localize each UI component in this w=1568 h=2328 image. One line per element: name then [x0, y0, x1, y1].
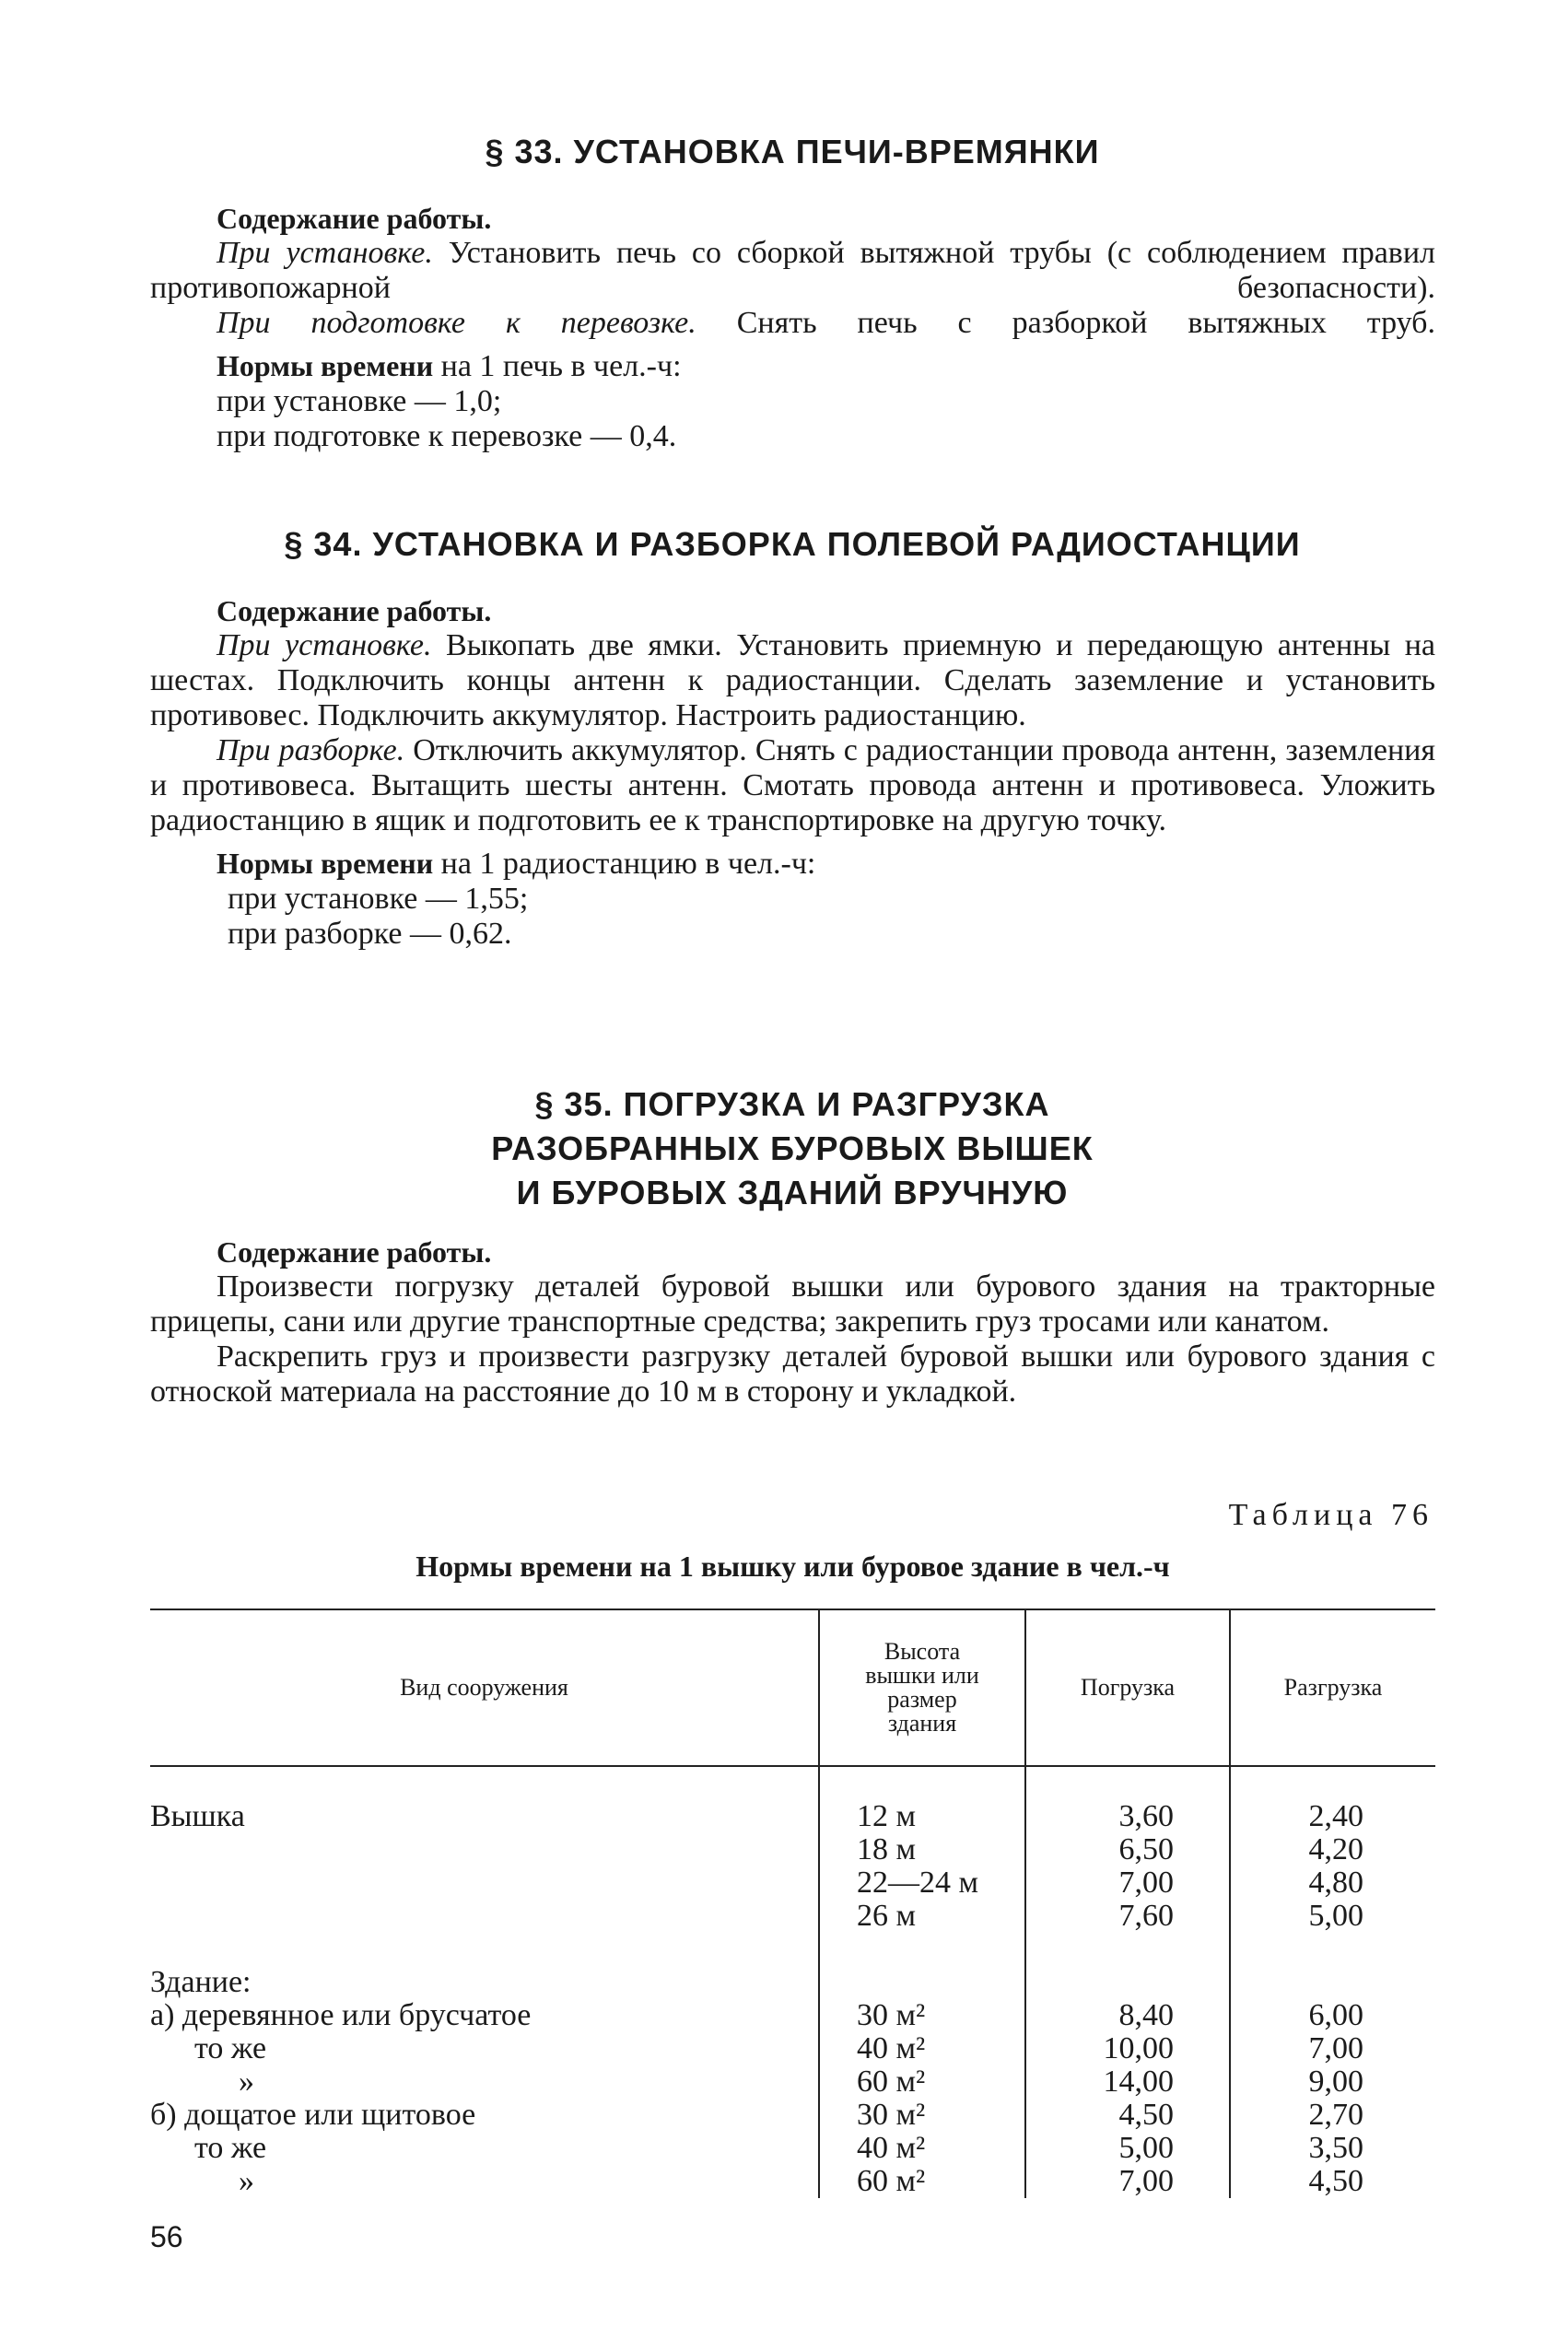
row-name: б) дощатое или щитовое — [150, 2099, 819, 2132]
table-row — [150, 2065, 1435, 2099]
row-unload: 5,00 — [1308, 1899, 1363, 1933]
row-name: Вышка — [150, 1800, 819, 1833]
section-34-body — [150, 593, 1435, 952]
row-name — [150, 1833, 819, 1866]
section-35-title-line-2: РАЗОБРАННЫХ БУРОВЫХ ВЫШЕК — [491, 1129, 1094, 1167]
row-name: » — [150, 2065, 819, 2099]
section-35-content-label: Содержание работы. — [216, 1235, 492, 1269]
row-unload: 4,20 — [1308, 1832, 1363, 1866]
table-row — [150, 1833, 1435, 1866]
row-name: а) деревянное или брусчатое — [150, 1999, 819, 2032]
section-35-paragraph-1: Произвести погрузку деталей буровой вышки или бурового здания на тракторные прицепы, сани или другие транспортные средства; закрепить груз тросами или канатом. — [150, 1269, 1435, 1339]
row-load: 4,50 — [1025, 2099, 1230, 2132]
norms-table — [150, 1609, 1435, 2198]
row-size: 18 м — [819, 1833, 1025, 1866]
section-33-p1-lead: При установке. — [216, 236, 433, 270]
section-35-title-line-1: § 35. ПОГРУЗКА И РАЗГРУЗКА — [534, 1085, 1050, 1123]
row-size: 60 м² — [819, 2065, 1025, 2099]
row-unload: 4,50 — [1308, 2164, 1363, 2198]
table-title: Нормы времени на 1 вышку или буровое здание в чел.-ч — [415, 1550, 1170, 1583]
section-33-paragraph-2 — [150, 306, 1435, 341]
row-unload: 2,40 — [1308, 1799, 1363, 1833]
header-structure-type: Вид сооружения — [150, 1609, 819, 1766]
table-row — [150, 1800, 1435, 1833]
row-load: 5,00 — [1025, 2132, 1230, 2165]
row-load: 3,60 — [1025, 1800, 1230, 1833]
section-34-norms-label: Нормы времени — [216, 847, 434, 880]
row-unload: 9,00 — [1308, 2065, 1363, 2099]
row-name: то же — [150, 2032, 819, 2065]
section-33-p2-lead: При подготовке к перевозке. — [216, 306, 696, 340]
section-33-norms-heading — [216, 348, 1435, 384]
table-header-row — [150, 1609, 1435, 1766]
section-34-p1-text: Выкопать две ямки. Установить приемную и передающую антенны на шестах. Подключить концы антенн к радиостанции. Сделать заземление и установить противовес. Подключить аккумулятор. Настроить радиостанцию. — [150, 628, 1436, 732]
table-row — [150, 2132, 1435, 2165]
row-size: 40 м² — [819, 2132, 1025, 2165]
section-34-norms-text: на 1 радиостанцию в чел.-ч: — [433, 847, 816, 881]
header-height-line-2: вышки или — [865, 1662, 979, 1689]
section-34-p2-lead: При разборке. — [216, 733, 405, 767]
row-name: Здание: — [150, 1966, 819, 1999]
section-33-paragraph-1 — [150, 236, 1435, 306]
row-load: 7,00 — [1025, 2165, 1230, 2198]
section-34-norms-heading — [216, 846, 1435, 882]
section-34-norm-1: при установке — 1,55; — [228, 882, 529, 916]
section-34-title: § 34. УСТАНОВКА И РАЗБОРКА ПОЛЕВОЙ РАДИОСТАНЦИИ — [284, 525, 1301, 563]
row-size: 30 м² — [819, 1999, 1025, 2032]
row-size: 26 м — [819, 1900, 1025, 1933]
row-size: 22—24 м — [819, 1866, 1025, 1900]
row-size: 30 м² — [819, 2099, 1025, 2132]
row-load: 7,60 — [1025, 1900, 1230, 1933]
row-load: 8,40 — [1025, 1999, 1230, 2032]
section-34-norm-2: при разборке — 0,62. — [228, 917, 512, 951]
section-35-paragraph-2: Раскрепить груз и произвести разгрузку деталей буровой вышки или бурового здания с отноской материала на расстояние до 10 м в сторону и укладкой. — [150, 1339, 1435, 1409]
row-size: 60 м² — [819, 2165, 1025, 2198]
row-unload: 2,70 — [1308, 2098, 1363, 2132]
section-33-p2-text: Снять печь с разборкой вытяжных труб. — [696, 306, 1435, 340]
row-unload: 3,50 — [1308, 2131, 1363, 2165]
row-load: 6,50 — [1025, 1833, 1230, 1866]
header-height-line-1: Высота — [883, 1638, 961, 1665]
table-row — [150, 1966, 1435, 1999]
header-unloading: Разгрузка — [1230, 1609, 1435, 1766]
section-34-p1-lead: При установке. — [216, 628, 432, 662]
row-name — [150, 1866, 819, 1900]
row-size: 40 м² — [819, 2032, 1025, 2065]
page-number: 56 — [150, 2220, 183, 2253]
row-name: то же — [150, 2132, 819, 2165]
section-33-norm-2: при подготовке к перевозке — 0,4. — [216, 419, 677, 453]
row-unload — [1230, 1966, 1435, 1999]
section-34-paragraph-1 — [150, 628, 1435, 733]
section-34-content-label: Содержание работы. — [216, 594, 492, 627]
table-caption: Таблица 76 — [1228, 1498, 1433, 1532]
row-load: 14,00 — [1025, 2065, 1230, 2099]
header-height-line-4: здания — [887, 1710, 957, 1737]
row-name — [150, 1900, 819, 1933]
row-load — [1025, 1966, 1230, 1999]
table-row — [150, 1900, 1435, 1933]
table-row — [150, 2165, 1435, 2198]
row-load: 10,00 — [1025, 2032, 1230, 2065]
row-load: 7,00 — [1025, 1866, 1230, 1900]
row-size — [819, 1966, 1025, 1999]
section-35-title-line-3: И БУРОВЫХ ЗДАНИЙ ВРУЧНУЮ — [516, 1174, 1069, 1211]
section-33-norm-1: при установке — 1,0; — [216, 384, 502, 418]
header-height-line-3: размер — [887, 1686, 957, 1713]
row-size: 12 м — [819, 1800, 1025, 1833]
section-34-p2-text: Отключить аккумулятор. Снять с радиостанции провода антенн, заземления и противовеса. Вытащить шесты антенн. Смотать провода антенн и противовеса. Уложить радиостанцию в ящик и подготовить ее к транспортировке на другую точку. — [150, 733, 1436, 837]
section-33-body — [150, 201, 1435, 454]
section-33-title: § 33. УСТАНОВКА ПЕЧИ-ВРЕМЯНКИ — [485, 133, 1100, 170]
table-row — [150, 1866, 1435, 1900]
section-33-norms-label: Нормы времени — [216, 349, 434, 382]
row-unload: 7,00 — [1308, 2031, 1363, 2065]
section-34-paragraph-2 — [150, 733, 1435, 838]
header-loading: Погрузка — [1025, 1609, 1230, 1766]
header-height-size — [819, 1609, 1025, 1766]
table-row — [150, 2032, 1435, 2065]
section-33-p1-text: Установить печь со сборкой вытяжной трубы (с соблюдением правил противопожарной безопасности). — [150, 236, 1436, 305]
section-35-body — [150, 1234, 1435, 1410]
row-name: » — [150, 2165, 819, 2198]
row-unload: 4,80 — [1308, 1866, 1363, 1900]
section-33-norms-text: на 1 печь в чел.-ч: — [433, 349, 682, 383]
table-row — [150, 2099, 1435, 2132]
section-33-content-label: Содержание работы. — [216, 202, 492, 235]
row-unload: 6,00 — [1308, 1998, 1363, 2032]
table-row — [150, 1999, 1435, 2032]
